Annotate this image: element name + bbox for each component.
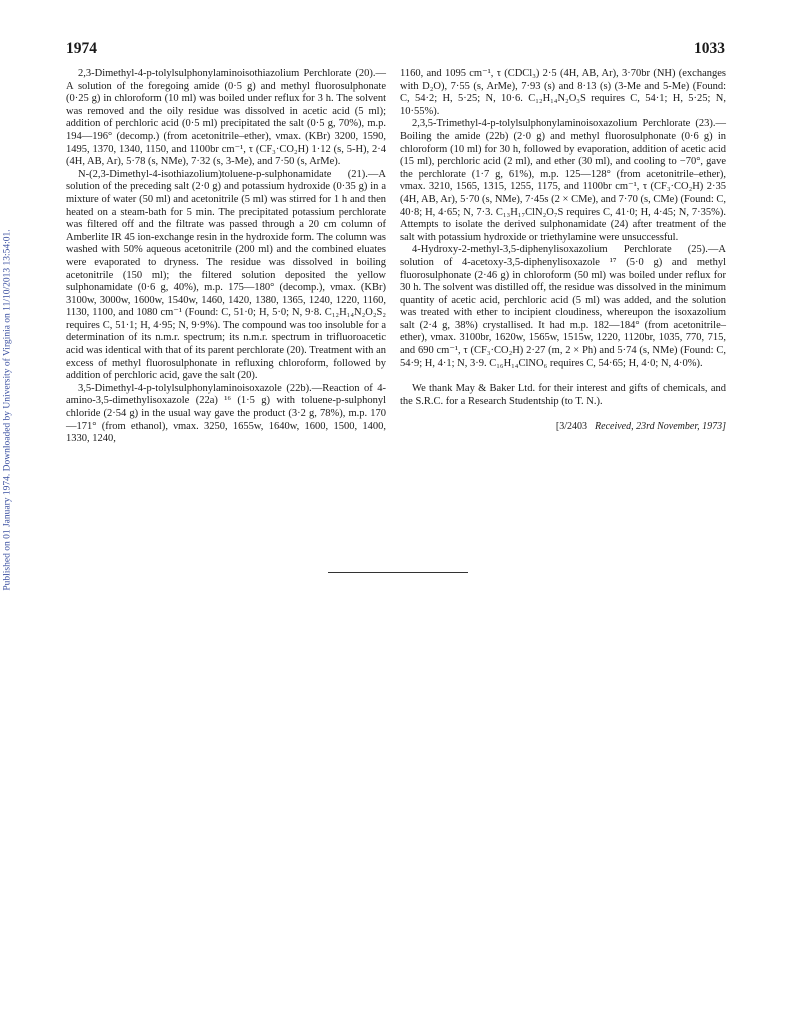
paragraph: 2,3,5-Trimethyl-4-p-tolylsulphonylaminoisoxazolium Perchlorate (23).—Boiling the amide (22b) (2·0 g) and methyl fluorosulphonate (0·6 g) in chloroform (10 ml) for 30 h, followed by evaporation, addition of acetic acid (15 ml), perchloric acid (2 ml), and ether (30 ml), and cooling to −70°, gave the perchlorate (1·7 g, 61%), m.p. 125—128° (from acetonitrile–ether), νmax. 3210, 1565, 1315, 1255, 1175, and 1100br cm⁻¹, τ (CF₃·CO₂H) 2·35 (4H, AB, Ar), 5·70 (s, NMe), 7·45s (2 × CMe), and 7·70 (s, CMe) (Found: C, 40·8; H, 4·65; N, 7·3. C₁₃H₁₇ClN₂O₇S requires C, 41·0; H, 4·45; N, 7·35%). Attempts to isolate the derived sulphonamidate (24) after treatment of the salt with potassium hydroxide or triethylamine were unsuccessful. xyxy=(400,118,726,243)
received-line xyxy=(400,421,726,434)
received-date: Received, 23rd November, 1973] xyxy=(595,421,726,433)
end-rule xyxy=(328,572,468,573)
right-column xyxy=(400,68,726,434)
acknowledgement: We thank May & Baker Ltd. for their interest and gifts of chemicals, and the S.R.C. for a Research Studentship (to T. N.). xyxy=(400,383,726,407)
paragraph: 4-Hydroxy-2-methyl-3,5-diphenylisoxazolium Perchlorate (25).—A solution of 4-acetoxy-3,5-diphenylisoxazole ¹⁷ (5·0 g) and methyl fluorosulphonate (2·46 g) in chloroform (50 ml) was boiled under reflux for 30 h. The solvent was distilled off, the residue was dissolved in the minimum quantity of acetic acid, perchloric acid (5 ml) was added, and the solution was treated with ether to incipient cloudiness, whereupon the isoxazolium salt (2·4 g, 38%) crystallised. It had m.p. 182—184° (from acetonitrile–ether), νmax. 3100br, 1620w, 1565w, 1515w, 1220, 1120br, 1035, 770, 715, and 690 cm⁻¹, τ (CF₃·CO₂H) 2·27 (m, 2 × Ph) and 5·74 (s, NMe) (Found: C, 54·9; H, 4·1; N, 3·9. C₁₆H₁₄ClNO₆ requires C, 54·65; H, 4·0; N, 4·0%). xyxy=(400,244,726,369)
paragraph: 1160, and 1095 cm⁻¹, τ (CDCl₃) 2·5 (4H, AB, Ar), 3·70br (NH) (exchanges with D₂O), 7·55 (s, ArMe), 7·93 (s) and 8·13 (s) (3-Me and 5-Me) (Found: C, 54·2; H, 5·25; N, 10·6. C₁₂H₁₄N₂O₃S requires C, 54·1; H, 5·25; N, 10·55%). xyxy=(400,68,726,117)
page-year: 1974 xyxy=(66,40,97,57)
paragraph: N-(2,3-Dimethyl-4-isothiazolium)toluene-p-sulphonamidate (21).—A solution of the preceding salt (2·0 g) and potassium hydroxide (0·35 g) in a mixture of water (50 ml) and acetonitrile (5 ml) was stirred for 1 h and then heated on a steam-bath for 5 min. The precipitated potassium perchlorate was filtered off and the filtrate was passed through a 20 cm column of Amberlite IR 45 ion-exchange resin in the hydroxide form. The column was washed with 50% aqueous acetonitrile (200 ml) and the combined eluates were evaporated to dryness. The residue was dissolved in boiling acetonitrile (150 ml); the filtered solution deposited the yellow sulphonamidate (0·6 g, 40%), m.p. 175—180° (decomp.), νmax. (KBr) 3100w, 3000w, 1600w, 1540w, 1460, 1420, 1380, 1365, 1240, 1220, 1160, 1130, 1100, and 1080 cm⁻¹ (Found: C, 51·0; H, 5·0; N, 9·8. C₁₂H₁₄N₂O₂S₂ requires C, 51·1; H, 4·95; N, 9·9%). The compound was too insoluble for a determination of its n.m.r. spectrum; its n.m.r. spectrum in trifluoroacetic acid was identical with that of its parent perchlorate (20). Treatment with an excess of methyl fluorosulphonate in refluxing chloroform, followed by addition of perchloric acid, gave the salt (20). xyxy=(66,168,386,382)
download-notice: Published on 01 January 1974. Downloaded by University of Virginia on 11/10/2013 13:54:01. xyxy=(3,229,14,591)
reference-code: [3/2403 xyxy=(555,421,588,433)
paragraph: 2,3-Dimethyl-4-p-tolylsulphonylaminoisothiazolium Perchlorate (20).—A solution of the foregoing amide (0·5 g) and methyl fluorosulphonate (0·25 g) in chloroform (10 ml) was boiled under reflux for 3 h. The solvent was removed and the oily residue was dissolved in acetic acid (5 ml); addition of perchloric acid (0·5 ml) precipitated the salt (0·5 g, 70%), m.p. 194—196° (decomp.) (from acetonitrile–ether), νmax. (KBr) 3200, 1590, 1495, 1370, 1340, 1150, and 1100br cm⁻¹, τ (CF₃·CO₂H) 1·12 (s, 5-H), 2·4 (4H, AB, Ar), 5·78 (s, NMe), 7·32 (s, 3-Me), and 7·50 (s, ArMe). xyxy=(66,68,386,168)
page-number: 1033 xyxy=(694,40,725,57)
paragraph: 3,5-Dimethyl-4-p-tolylsulphonylaminoisoxazole (22b).—Reaction of 4-amino-3,5-dimethylisoxazole (22a) ¹⁶ (1·5 g) with toluene-p-sulphonyl chloride (2·54 g) in the usual way gave the product (3·2 g, 78%), m.p. 170—171° (from ethanol), νmax. 3250, 1655w, 1640w, 1600, 1500, 1400, 1330, 1240, xyxy=(66,382,386,445)
download-watermark xyxy=(2,180,14,640)
left-column xyxy=(66,68,386,446)
